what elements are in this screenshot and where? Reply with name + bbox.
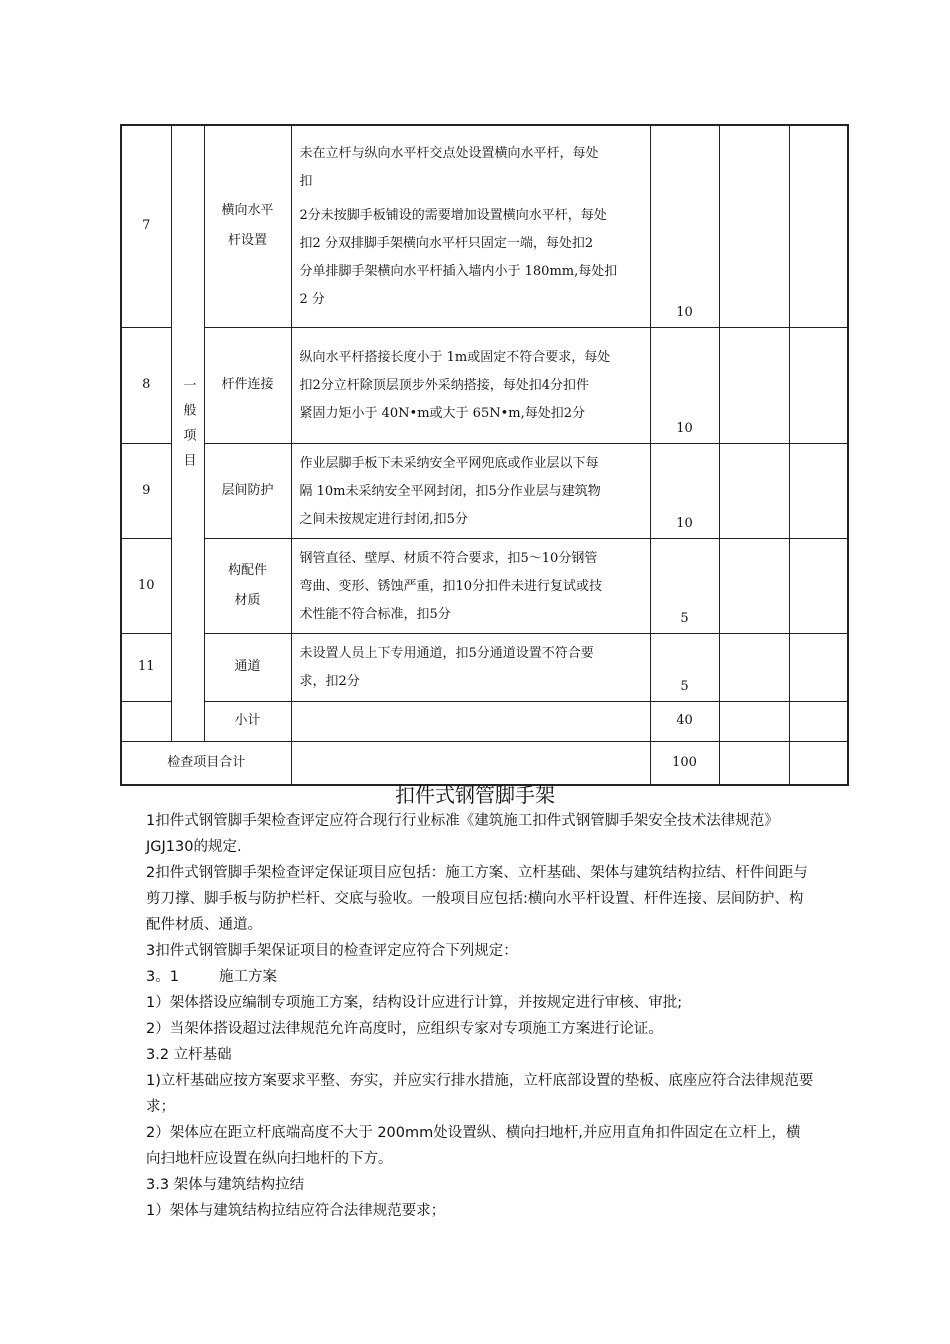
subtotal-score: 40 <box>650 701 719 741</box>
inspection-table <box>120 124 849 786</box>
deduction-line: 纵向水平杆搭接长度小于 1m或固定不符合要求，每处 <box>299 350 611 365</box>
subsection-heading: 3.3 架体与建筑结构拉结 <box>146 1177 305 1193</box>
deduction-line: 未设置人员上下专用通道，扣5分通道设置不符合要 <box>299 646 594 661</box>
deduction-line: 术性能不符合标准，扣5分 <box>299 606 451 622</box>
item-name-line: 通道 <box>234 659 261 674</box>
deduction-line: 作业层脚手板下未采纳安全平网兜底或作业层以下每 <box>299 455 599 471</box>
empty-cell <box>719 701 789 741</box>
subsection-number: 3。1 <box>146 969 179 985</box>
paragraph: 2扣件式钢管脚手架检查评定保证项目应包括：施工方案、立杆基础、架体与建筑结构拉结、杆件间距与剪刀撑、脚手板与防护栏杆、交底与验收。一般项目应包括:横向水平杆设置、杆件连接、层间防护、构配件材质、通道。 <box>146 865 808 933</box>
empty-cell <box>719 741 789 785</box>
empty-cell <box>719 538 789 633</box>
empty-cell <box>789 538 848 633</box>
item-name-line: 横向水平 <box>221 203 274 219</box>
paragraph: 1）架体搭设应编制专项施工方案，结构设计应进行计算，并按规定进行审核、审批; <box>146 995 683 1011</box>
row-number: 9 <box>121 443 171 538</box>
empty-cell <box>789 741 848 785</box>
deduction-standard <box>291 633 650 701</box>
row-number: 11 <box>121 633 171 701</box>
table-row <box>121 538 848 633</box>
empty-cell <box>789 443 848 538</box>
table-row <box>121 327 848 443</box>
category-cell <box>171 125 204 741</box>
item-name-line: 杆设置 <box>227 233 267 249</box>
row-number: 10 <box>121 538 171 633</box>
score-cell: 10 <box>650 443 719 538</box>
deduction-line: 求，扣2分 <box>299 674 360 689</box>
score-cell: 10 <box>650 327 719 443</box>
item-name-line: 构配件 <box>227 562 267 578</box>
deduction-standard <box>291 443 650 538</box>
item-name <box>204 633 291 701</box>
deduction-line: 紧固力矩小于 40N•m或大于 65N•m,每处扣2分 <box>299 406 585 421</box>
paragraph: 1扣件式钢管脚手架检查评定应符合现行行业标准《建筑施工扣件式钢管脚手架安全技术法律规范》JGJ130的规定. <box>146 813 779 855</box>
category-label: 一般项目 <box>180 377 196 478</box>
table-row <box>121 125 848 327</box>
paragraph: 2）架体应在距立杆底端高度不大于 200mm处设置纵、横向扫地杆,并应用直角扣件固定在立杆上，横向扫地杆应设置在纵向扫地杆的下方。 <box>146 1125 801 1167</box>
deduction-line: 2分未按脚手板铺设的需要增加设置横向水平杆，每处 <box>299 208 607 224</box>
empty-cell <box>789 125 848 327</box>
total-score: 100 <box>650 741 719 785</box>
paragraph: 1)立杆基础应按方案要求平整、夯实，并应实行排水措施，立杆底部设置的垫板、底座应符合法律规范要求； <box>146 1073 814 1115</box>
subsection-heading <box>146 964 814 990</box>
deduction-standard <box>291 327 650 443</box>
item-name <box>204 327 291 443</box>
table-row <box>121 443 848 538</box>
total-label: 检查项目合计 <box>121 741 291 785</box>
paragraph: 3扣件式钢管脚手架保证项目的检查评定应符合下列规定： <box>146 943 518 959</box>
deduction-line: 未在立杆与纵向水平杆交点处设置横向水平杆，每处 <box>299 146 599 162</box>
score-cell: 10 <box>650 125 719 327</box>
deduction-line: 隔 10m未采纳安全平网封闭，扣5分作业层与建筑物 <box>299 483 601 499</box>
section-title: 扣件式钢管脚手架 <box>395 783 555 807</box>
deduction-standard <box>291 538 650 633</box>
item-name-line: 材质 <box>234 592 261 608</box>
subtotal-row <box>121 701 848 741</box>
deduction-line: 扣 <box>299 174 313 190</box>
subsection-title: 施工方案 <box>218 969 277 985</box>
item-name <box>204 538 291 633</box>
score-cell: 5 <box>650 538 719 633</box>
empty-cell <box>121 701 171 741</box>
empty-cell <box>719 327 789 443</box>
empty-cell <box>789 327 848 443</box>
total-row <box>121 741 848 785</box>
table-row <box>121 633 848 701</box>
empty-cell <box>719 633 789 701</box>
item-name-line: 杆件连接 <box>221 377 274 392</box>
item-name-line: 层间防护 <box>221 482 274 498</box>
deduction-line: 之间未按规定进行封闭,扣5分 <box>299 511 468 527</box>
subtotal-label: 小计 <box>204 701 291 741</box>
empty-cell <box>789 701 848 741</box>
empty-cell <box>291 701 650 741</box>
empty-cell <box>789 633 848 701</box>
empty-cell <box>291 741 650 785</box>
item-name <box>204 125 291 327</box>
paragraph: 1）架体与建筑结构拉结应符合法律规范要求； <box>146 1203 446 1219</box>
row-number: 7 <box>121 125 171 327</box>
subsection-heading: 3.2 立杆基础 <box>146 1047 232 1063</box>
deduction-line: 扣2分立杆除顶层顶步外采纳搭接，每处扣4分扣件 <box>299 378 590 393</box>
item-name <box>204 443 291 538</box>
deduction-line: 钢管直径、壁厚、材质不符合要求，扣5～10分钢管 <box>299 550 598 566</box>
empty-cell <box>719 125 789 327</box>
score-cell: 5 <box>650 633 719 701</box>
deduction-line: 分单排脚手架横向水平杆插入墙内小于 180mm,每处扣 <box>299 264 618 280</box>
deduction-line: 扣2 分双排脚手架横向水平杆只固定一端，每处扣2 <box>299 236 594 252</box>
deduction-line: 弯曲、变形、锈蚀严重，扣10分扣件未进行复试或技 <box>299 578 603 594</box>
paragraph: 2）当架体搭设超过法律规范允许高度时，应组织专家对专项施工方案进行论证。 <box>146 1021 663 1037</box>
body-text <box>146 808 814 1224</box>
empty-cell <box>719 443 789 538</box>
deduction-line: 2 分 <box>299 292 325 308</box>
row-number: 8 <box>121 327 171 443</box>
deduction-standard <box>291 125 650 327</box>
